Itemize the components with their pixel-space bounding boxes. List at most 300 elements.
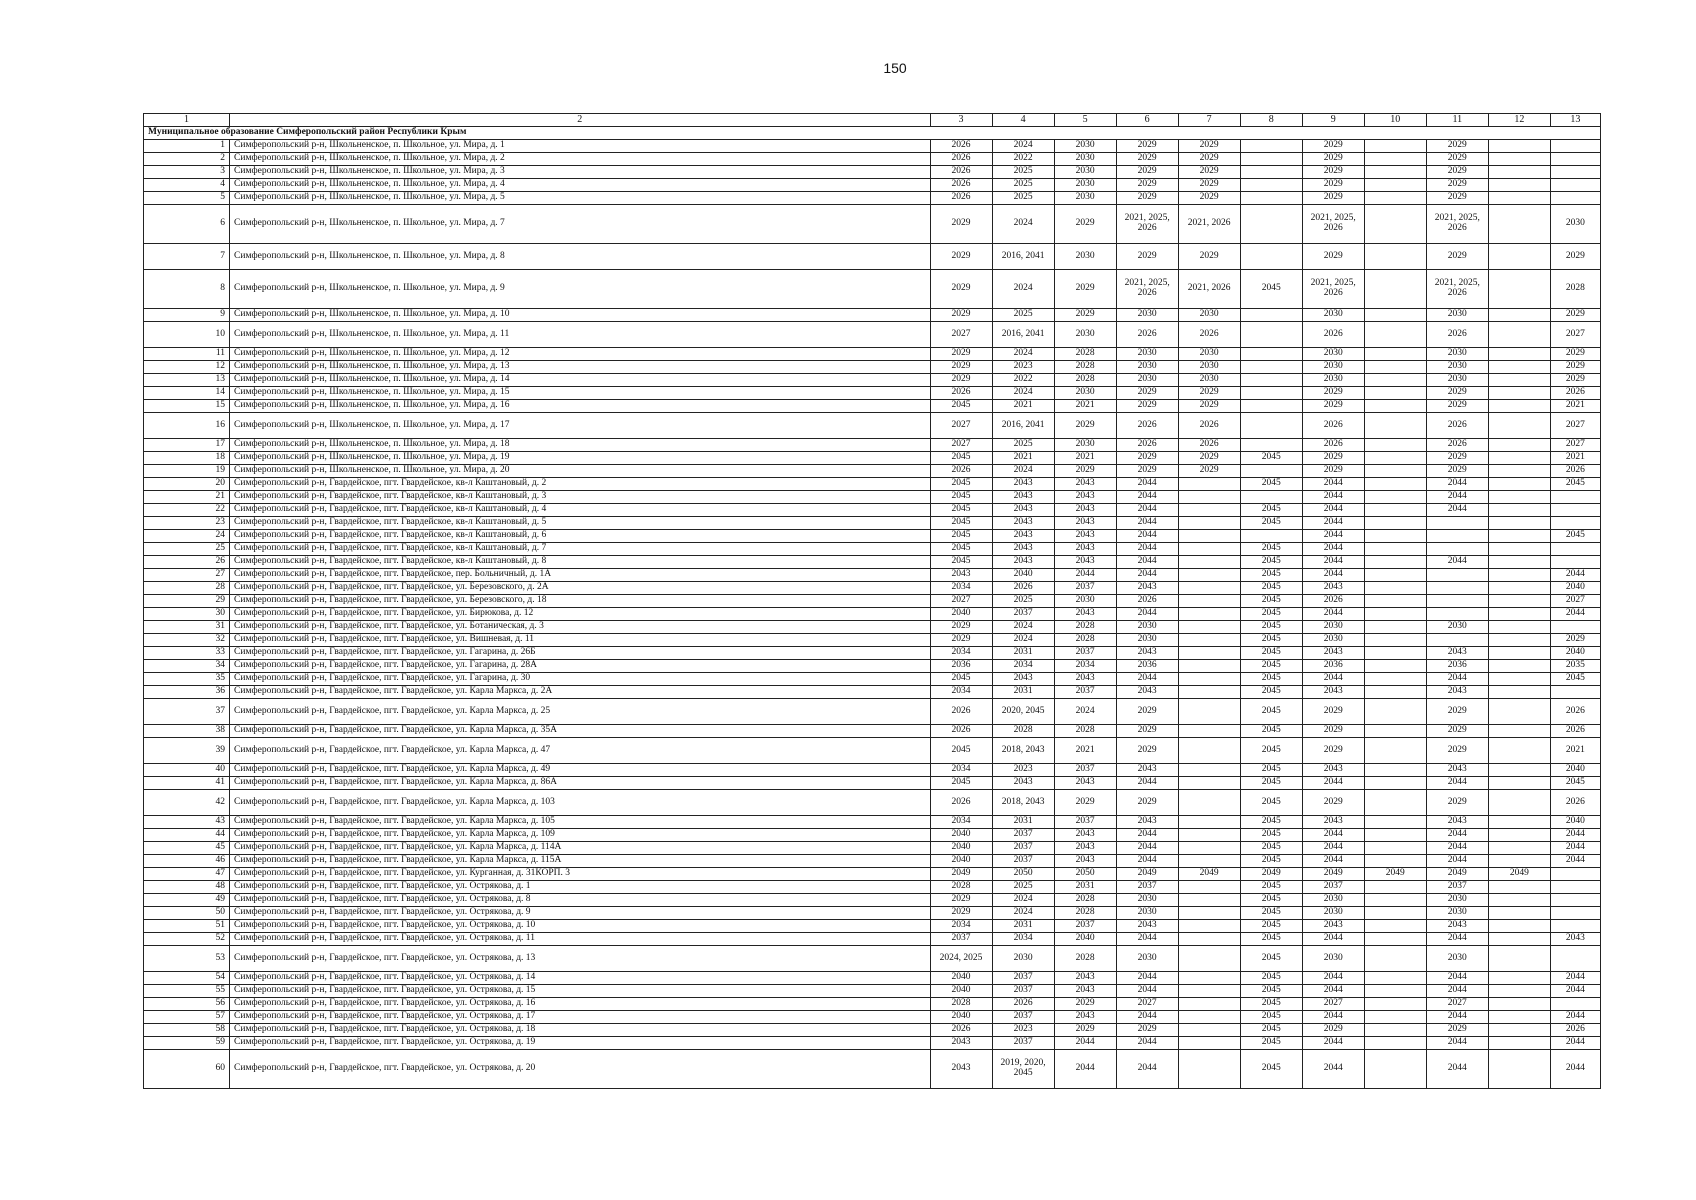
year-cell: 2026 bbox=[1302, 439, 1364, 452]
year-cell bbox=[1488, 556, 1550, 569]
year-cell bbox=[1178, 530, 1240, 543]
year-cell: 2016, 2041 bbox=[992, 413, 1054, 439]
year-cell bbox=[1488, 608, 1550, 621]
year-cell bbox=[1364, 205, 1426, 244]
year-cell bbox=[1488, 179, 1550, 192]
year-cell: 2030 bbox=[1302, 309, 1364, 322]
column-header: 11 bbox=[1426, 114, 1488, 127]
table-row bbox=[144, 699, 1601, 725]
year-cell: 2024, 2025 bbox=[930, 946, 992, 972]
year-cell: 2044 bbox=[1426, 478, 1488, 491]
table-row bbox=[144, 465, 1601, 478]
column-header: 12 bbox=[1488, 114, 1550, 127]
year-cell: 2050 bbox=[1054, 868, 1116, 881]
year-cell: 2044 bbox=[1426, 1011, 1488, 1024]
row-number: 47 bbox=[144, 868, 230, 881]
address-cell: Симферопольский р-н, Гвардейское, пгт. Гвардейское, кв-л Каштановый, д. 7 bbox=[230, 543, 930, 556]
year-cell: 2034 bbox=[930, 647, 992, 660]
year-cell: 2044 bbox=[1054, 569, 1116, 582]
year-cell bbox=[1178, 608, 1240, 621]
year-cell bbox=[1488, 790, 1550, 816]
year-cell: 2029 bbox=[1426, 166, 1488, 179]
year-cell bbox=[1488, 972, 1550, 985]
year-cell: 2026 bbox=[1302, 322, 1364, 348]
year-cell bbox=[1364, 270, 1426, 309]
year-cell bbox=[1364, 621, 1426, 634]
year-cell: 2028 bbox=[1054, 634, 1116, 647]
year-cell bbox=[1240, 439, 1302, 452]
year-cell: 2021, 2025, 2026 bbox=[1302, 270, 1364, 309]
year-cell: 2029 bbox=[1550, 361, 1600, 374]
year-cell bbox=[1550, 881, 1600, 894]
year-cell: 2043 bbox=[1054, 842, 1116, 855]
year-cell: 2043 bbox=[1054, 673, 1116, 686]
year-cell bbox=[1364, 777, 1426, 790]
year-cell: 2029 bbox=[1054, 413, 1116, 439]
year-cell bbox=[1178, 985, 1240, 998]
address-cell: Симферопольский р-н, Гвардейское, пгт. Гвардейское, ул. Карла Маркса, д. 49 bbox=[230, 764, 930, 777]
table-row bbox=[144, 855, 1601, 868]
year-cell: 2045 bbox=[930, 452, 992, 465]
year-cell: 2045 bbox=[1240, 777, 1302, 790]
year-cell: 2040 bbox=[930, 972, 992, 985]
address-cell: Симферопольский р-н, Гвардейское, пгт. Гвардейское, кв-л Каштановый, д. 2 bbox=[230, 478, 930, 491]
table-row bbox=[144, 582, 1601, 595]
year-cell: 2040 bbox=[1550, 764, 1600, 777]
year-cell bbox=[1426, 569, 1488, 582]
year-cell bbox=[1178, 543, 1240, 556]
year-cell: 2024 bbox=[992, 140, 1054, 153]
year-cell bbox=[1240, 153, 1302, 166]
year-cell: 2049 bbox=[1488, 868, 1550, 881]
year-cell: 2026 bbox=[1178, 439, 1240, 452]
table-row bbox=[144, 166, 1601, 179]
year-cell: 2025 bbox=[992, 439, 1054, 452]
year-cell bbox=[1550, 153, 1600, 166]
year-cell: 2044 bbox=[1426, 491, 1488, 504]
year-cell: 2043 bbox=[1054, 491, 1116, 504]
row-number: 54 bbox=[144, 972, 230, 985]
year-cell: 2029 bbox=[1426, 699, 1488, 725]
row-number: 9 bbox=[144, 309, 230, 322]
year-cell bbox=[1178, 920, 1240, 933]
year-cell bbox=[1426, 582, 1488, 595]
row-number: 42 bbox=[144, 790, 230, 816]
year-cell: 2037 bbox=[992, 855, 1054, 868]
year-cell bbox=[1488, 1037, 1550, 1050]
year-cell: 2029 bbox=[930, 374, 992, 387]
year-cell: 2045 bbox=[930, 504, 992, 517]
table-row bbox=[144, 530, 1601, 543]
year-cell bbox=[1426, 595, 1488, 608]
table-row bbox=[144, 543, 1601, 556]
year-cell: 2030 bbox=[1302, 348, 1364, 361]
table-row bbox=[144, 985, 1601, 998]
address-cell: Симферопольский р-н, Гвардейское, пгт. Гвардейское, ул. Острякова, д. 13 bbox=[230, 946, 930, 972]
year-cell: 2045 bbox=[1240, 452, 1302, 465]
row-number: 40 bbox=[144, 764, 230, 777]
year-cell bbox=[1488, 920, 1550, 933]
year-cell bbox=[1550, 998, 1600, 1011]
year-cell: 2029 bbox=[1302, 140, 1364, 153]
year-cell: 2043 bbox=[992, 556, 1054, 569]
year-cell bbox=[1488, 1024, 1550, 1037]
year-cell bbox=[1240, 192, 1302, 205]
year-cell: 2045 bbox=[1240, 790, 1302, 816]
table-row bbox=[144, 764, 1601, 777]
year-cell: 2045 bbox=[1550, 777, 1600, 790]
year-cell bbox=[1550, 556, 1600, 569]
table-row bbox=[144, 608, 1601, 621]
year-cell: 2045 bbox=[1240, 881, 1302, 894]
year-cell: 2043 bbox=[1302, 920, 1364, 933]
table-row bbox=[144, 413, 1601, 439]
year-cell: 2030 bbox=[992, 946, 1054, 972]
year-cell: 2044 bbox=[1550, 855, 1600, 868]
year-cell: 2027 bbox=[1550, 413, 1600, 439]
year-cell: 2021, 2025, 2026 bbox=[1426, 205, 1488, 244]
row-number: 32 bbox=[144, 634, 230, 647]
year-cell: 2044 bbox=[1302, 491, 1364, 504]
year-cell: 2028 bbox=[1054, 621, 1116, 634]
year-cell: 2021, 2026 bbox=[1178, 205, 1240, 244]
year-cell: 2028 bbox=[930, 881, 992, 894]
year-cell: 2027 bbox=[930, 322, 992, 348]
address-cell: Симферопольский р-н, Гвардейское, пгт. Гвардейское, ул. Ботаническая, д. 3 bbox=[230, 621, 930, 634]
year-cell: 2029 bbox=[1116, 166, 1178, 179]
year-cell: 2045 bbox=[930, 673, 992, 686]
year-cell: 2029 bbox=[1426, 465, 1488, 478]
year-cell: 2029 bbox=[1302, 244, 1364, 270]
year-cell bbox=[1364, 764, 1426, 777]
row-number: 20 bbox=[144, 478, 230, 491]
year-cell: 2026 bbox=[930, 1024, 992, 1037]
table-row bbox=[144, 361, 1601, 374]
address-cell: Симферопольский р-н, Гвардейское, пгт. Гвардейское, кв-л Каштановый, д. 4 bbox=[230, 504, 930, 517]
year-cell: 2043 bbox=[1054, 517, 1116, 530]
year-cell: 2029 bbox=[1116, 465, 1178, 478]
year-cell: 2045 bbox=[930, 543, 992, 556]
address-cell: Симферопольский р-н, Школьненское, п. Школьное, ул. Мира, д. 20 bbox=[230, 465, 930, 478]
year-cell: 2044 bbox=[1116, 855, 1178, 868]
address-cell: Симферопольский р-н, Гвардейское, пгт. Гвардейское, ул. Острякова, д. 17 bbox=[230, 1011, 930, 1024]
year-cell bbox=[1240, 491, 1302, 504]
year-cell: 2044 bbox=[1302, 1011, 1364, 1024]
year-cell: 2030 bbox=[1054, 439, 1116, 452]
year-cell bbox=[1364, 1024, 1426, 1037]
year-cell bbox=[1550, 543, 1600, 556]
year-cell: 2028 bbox=[1054, 725, 1116, 738]
row-number: 22 bbox=[144, 504, 230, 517]
year-cell: 2029 bbox=[930, 634, 992, 647]
year-cell: 2045 bbox=[1550, 673, 1600, 686]
year-cell: 2034 bbox=[992, 933, 1054, 946]
address-cell: Симферопольский р-н, Гвардейское, пгт. Гвардейское, ул. Острякова, д. 11 bbox=[230, 933, 930, 946]
year-cell: 2045 bbox=[930, 530, 992, 543]
year-cell bbox=[1488, 361, 1550, 374]
year-cell bbox=[1364, 309, 1426, 322]
year-cell: 2026 bbox=[1550, 790, 1600, 816]
table-row bbox=[144, 517, 1601, 530]
year-cell: 2044 bbox=[1426, 972, 1488, 985]
year-cell: 2021 bbox=[992, 452, 1054, 465]
year-cell bbox=[1364, 595, 1426, 608]
column-header: 2 bbox=[230, 114, 930, 127]
table-row bbox=[144, 491, 1601, 504]
year-cell bbox=[1488, 153, 1550, 166]
year-cell bbox=[1178, 647, 1240, 660]
row-number: 57 bbox=[144, 1011, 230, 1024]
year-cell bbox=[1488, 738, 1550, 764]
year-cell: 2029 bbox=[1054, 1024, 1116, 1037]
address-cell: Симферопольский р-н, Гвардейское, пгт. Гвардейское, ул. Карла Маркса, д. 115А bbox=[230, 855, 930, 868]
year-cell bbox=[1178, 556, 1240, 569]
year-cell: 2026 bbox=[1426, 439, 1488, 452]
year-cell: 2045 bbox=[1240, 621, 1302, 634]
year-cell: 2031 bbox=[1054, 881, 1116, 894]
year-cell: 2025 bbox=[992, 179, 1054, 192]
year-cell: 2029 bbox=[1054, 998, 1116, 1011]
year-cell: 2043 bbox=[1054, 504, 1116, 517]
year-cell: 2030 bbox=[1116, 621, 1178, 634]
year-cell: 2044 bbox=[1116, 517, 1178, 530]
year-cell bbox=[1240, 309, 1302, 322]
year-cell bbox=[1364, 634, 1426, 647]
year-cell: 2029 bbox=[1302, 166, 1364, 179]
year-cell bbox=[1488, 166, 1550, 179]
address-cell: Симферопольский р-н, Школьненское, п. Школьное, ул. Мира, д. 13 bbox=[230, 361, 930, 374]
year-cell: 2044 bbox=[1302, 543, 1364, 556]
year-cell: 2044 bbox=[1302, 1037, 1364, 1050]
year-cell: 2044 bbox=[1550, 1011, 1600, 1024]
year-cell: 2044 bbox=[1302, 530, 1364, 543]
year-cell: 2050 bbox=[992, 868, 1054, 881]
year-cell: 2045 bbox=[1240, 985, 1302, 998]
year-cell bbox=[1488, 686, 1550, 699]
year-cell: 2034 bbox=[930, 764, 992, 777]
year-cell bbox=[1488, 387, 1550, 400]
year-cell: 2030 bbox=[1054, 140, 1116, 153]
year-cell: 2029 bbox=[1054, 465, 1116, 478]
year-cell: 2043 bbox=[1054, 855, 1116, 868]
year-cell: 2026 bbox=[1550, 699, 1600, 725]
address-cell: Симферопольский р-н, Гвардейское, пгт. Гвардейское, ул. Острякова, д. 14 bbox=[230, 972, 930, 985]
year-cell: 2030 bbox=[1116, 309, 1178, 322]
year-cell: 2045 bbox=[1240, 699, 1302, 725]
table-row bbox=[144, 244, 1601, 270]
table-row bbox=[144, 153, 1601, 166]
year-cell: 2029 bbox=[1116, 192, 1178, 205]
table-row bbox=[144, 478, 1601, 491]
year-cell bbox=[1364, 491, 1426, 504]
year-cell bbox=[1364, 660, 1426, 673]
year-cell bbox=[1178, 725, 1240, 738]
column-header: 13 bbox=[1550, 114, 1600, 127]
year-cell bbox=[1178, 842, 1240, 855]
year-cell bbox=[1364, 582, 1426, 595]
year-cell: 2031 bbox=[992, 920, 1054, 933]
year-cell: 2044 bbox=[1302, 1050, 1364, 1089]
year-cell: 2043 bbox=[992, 543, 1054, 556]
row-number: 11 bbox=[144, 348, 230, 361]
table-row bbox=[144, 309, 1601, 322]
year-cell: 2018, 2043 bbox=[992, 738, 1054, 764]
year-cell: 2045 bbox=[1550, 530, 1600, 543]
row-number: 49 bbox=[144, 894, 230, 907]
table-row bbox=[144, 673, 1601, 686]
row-number: 27 bbox=[144, 569, 230, 582]
year-cell: 2030 bbox=[1550, 205, 1600, 244]
year-cell: 2030 bbox=[1302, 946, 1364, 972]
year-cell: 2043 bbox=[1426, 920, 1488, 933]
year-cell: 2029 bbox=[1426, 192, 1488, 205]
year-cell: 2045 bbox=[1550, 478, 1600, 491]
year-cell: 2043 bbox=[1054, 608, 1116, 621]
year-cell: 2025 bbox=[992, 192, 1054, 205]
year-cell: 2030 bbox=[1054, 192, 1116, 205]
year-cell: 2029 bbox=[1178, 244, 1240, 270]
year-cell: 2018, 2043 bbox=[992, 790, 1054, 816]
year-cell: 2045 bbox=[1240, 816, 1302, 829]
table-row bbox=[144, 998, 1601, 1011]
year-cell: 2040 bbox=[1550, 816, 1600, 829]
year-cell: 2028 bbox=[930, 998, 992, 1011]
year-cell: 2030 bbox=[1054, 322, 1116, 348]
schedule-table bbox=[143, 113, 1601, 1089]
row-number: 18 bbox=[144, 452, 230, 465]
year-cell bbox=[1364, 374, 1426, 387]
table-row bbox=[144, 270, 1601, 309]
year-cell bbox=[1178, 1037, 1240, 1050]
year-cell: 2044 bbox=[1302, 777, 1364, 790]
year-cell bbox=[1364, 517, 1426, 530]
year-cell: 2029 bbox=[1116, 140, 1178, 153]
table-row bbox=[144, 842, 1601, 855]
column-header: 9 bbox=[1302, 114, 1364, 127]
year-cell: 2021, 2025, 2026 bbox=[1116, 270, 1178, 309]
table-row bbox=[144, 192, 1601, 205]
year-cell: 2045 bbox=[1240, 738, 1302, 764]
year-cell bbox=[1364, 244, 1426, 270]
year-cell: 2027 bbox=[1426, 998, 1488, 1011]
year-cell: 2026 bbox=[930, 790, 992, 816]
year-cell: 2030 bbox=[1302, 621, 1364, 634]
row-number: 38 bbox=[144, 725, 230, 738]
year-cell bbox=[1240, 400, 1302, 413]
year-cell: 2040 bbox=[930, 608, 992, 621]
address-cell: Симферопольский р-н, Гвардейское, пгт. Гвардейское, ул. Карла Маркса, д. 105 bbox=[230, 816, 930, 829]
year-cell: 2029 bbox=[1116, 699, 1178, 725]
year-cell bbox=[1364, 569, 1426, 582]
year-cell bbox=[1178, 621, 1240, 634]
row-number: 58 bbox=[144, 1024, 230, 1037]
year-cell: 2044 bbox=[1302, 985, 1364, 998]
column-header: 8 bbox=[1240, 114, 1302, 127]
year-cell: 2024 bbox=[992, 387, 1054, 400]
year-cell: 2044 bbox=[1302, 556, 1364, 569]
year-cell bbox=[1488, 595, 1550, 608]
year-cell bbox=[1488, 530, 1550, 543]
address-cell: Симферопольский р-н, Гвардейское, пгт. Гвардейское, ул. Острякова, д. 19 bbox=[230, 1037, 930, 1050]
year-cell: 2030 bbox=[1302, 634, 1364, 647]
year-cell: 2045 bbox=[1240, 1050, 1302, 1089]
year-cell bbox=[1178, 998, 1240, 1011]
address-cell: Симферопольский р-н, Гвардейское, пгт. Гвардейское, ул. Острякова, д. 20 bbox=[230, 1050, 930, 1089]
year-cell: 2028 bbox=[1054, 374, 1116, 387]
column-header: 4 bbox=[992, 114, 1054, 127]
year-cell: 2045 bbox=[1240, 595, 1302, 608]
year-cell bbox=[1240, 361, 1302, 374]
year-cell: 2044 bbox=[1116, 985, 1178, 998]
year-cell bbox=[1488, 348, 1550, 361]
year-cell: 2044 bbox=[1426, 673, 1488, 686]
table-row bbox=[144, 868, 1601, 881]
address-cell: Симферопольский р-н, Гвардейское, пгт. Гвардейское, ул. Острякова, д. 15 bbox=[230, 985, 930, 998]
year-cell bbox=[1364, 673, 1426, 686]
year-cell: 2037 bbox=[992, 972, 1054, 985]
year-cell: 2043 bbox=[1054, 1011, 1116, 1024]
address-cell: Симферопольский р-н, Школьненское, п. Школьное, ул. Мира, д. 17 bbox=[230, 413, 930, 439]
year-cell bbox=[1364, 478, 1426, 491]
row-number: 8 bbox=[144, 270, 230, 309]
year-cell: 2029 bbox=[1116, 738, 1178, 764]
year-cell bbox=[1488, 439, 1550, 452]
year-cell: 2030 bbox=[1426, 894, 1488, 907]
year-cell: 2024 bbox=[992, 205, 1054, 244]
year-cell: 2028 bbox=[1054, 907, 1116, 920]
year-cell bbox=[1240, 244, 1302, 270]
year-cell bbox=[1178, 491, 1240, 504]
year-cell bbox=[1240, 348, 1302, 361]
year-cell: 2045 bbox=[930, 517, 992, 530]
year-cell: 2026 bbox=[1550, 465, 1600, 478]
year-cell: 2044 bbox=[1426, 829, 1488, 842]
row-number: 26 bbox=[144, 556, 230, 569]
year-cell: 2029 bbox=[1302, 179, 1364, 192]
address-cell: Симферопольский р-н, Школьненское, п. Школьное, ул. Мира, д. 15 bbox=[230, 387, 930, 400]
year-cell: 2045 bbox=[1240, 686, 1302, 699]
year-cell bbox=[1364, 322, 1426, 348]
year-cell: 2029 bbox=[1426, 452, 1488, 465]
address-cell: Симферопольский р-н, Гвардейское, пгт. Гвардейское, ул. Карла Маркса, д. 86А bbox=[230, 777, 930, 790]
year-cell: 2043 bbox=[1550, 933, 1600, 946]
row-number: 41 bbox=[144, 777, 230, 790]
year-cell: 2024 bbox=[992, 465, 1054, 478]
year-cell: 2016, 2041 bbox=[992, 244, 1054, 270]
year-cell: 2045 bbox=[1240, 478, 1302, 491]
year-cell: 2043 bbox=[992, 478, 1054, 491]
year-cell: 2043 bbox=[1302, 582, 1364, 595]
year-cell: 2044 bbox=[1426, 1037, 1488, 1050]
year-cell: 2031 bbox=[992, 686, 1054, 699]
year-cell: 2044 bbox=[1302, 855, 1364, 868]
year-cell: 2030 bbox=[1116, 946, 1178, 972]
year-cell bbox=[1364, 530, 1426, 543]
year-cell: 2043 bbox=[992, 504, 1054, 517]
table-row bbox=[144, 907, 1601, 920]
year-cell: 2036 bbox=[1302, 660, 1364, 673]
row-number: 30 bbox=[144, 608, 230, 621]
year-cell: 2044 bbox=[1116, 569, 1178, 582]
year-cell: 2029 bbox=[1178, 400, 1240, 413]
year-cell bbox=[1426, 608, 1488, 621]
year-cell bbox=[1488, 517, 1550, 530]
address-cell: Симферопольский р-н, Гвардейское, пгт. Гвардейское, ул. Острякова, д. 1 bbox=[230, 881, 930, 894]
year-cell: 2029 bbox=[1550, 634, 1600, 647]
year-cell bbox=[1240, 205, 1302, 244]
address-cell: Симферопольский р-н, Гвардейское, пгт. Гвардейское, ул. Гагарина, д. 26Б bbox=[230, 647, 930, 660]
year-cell: 2029 bbox=[930, 309, 992, 322]
